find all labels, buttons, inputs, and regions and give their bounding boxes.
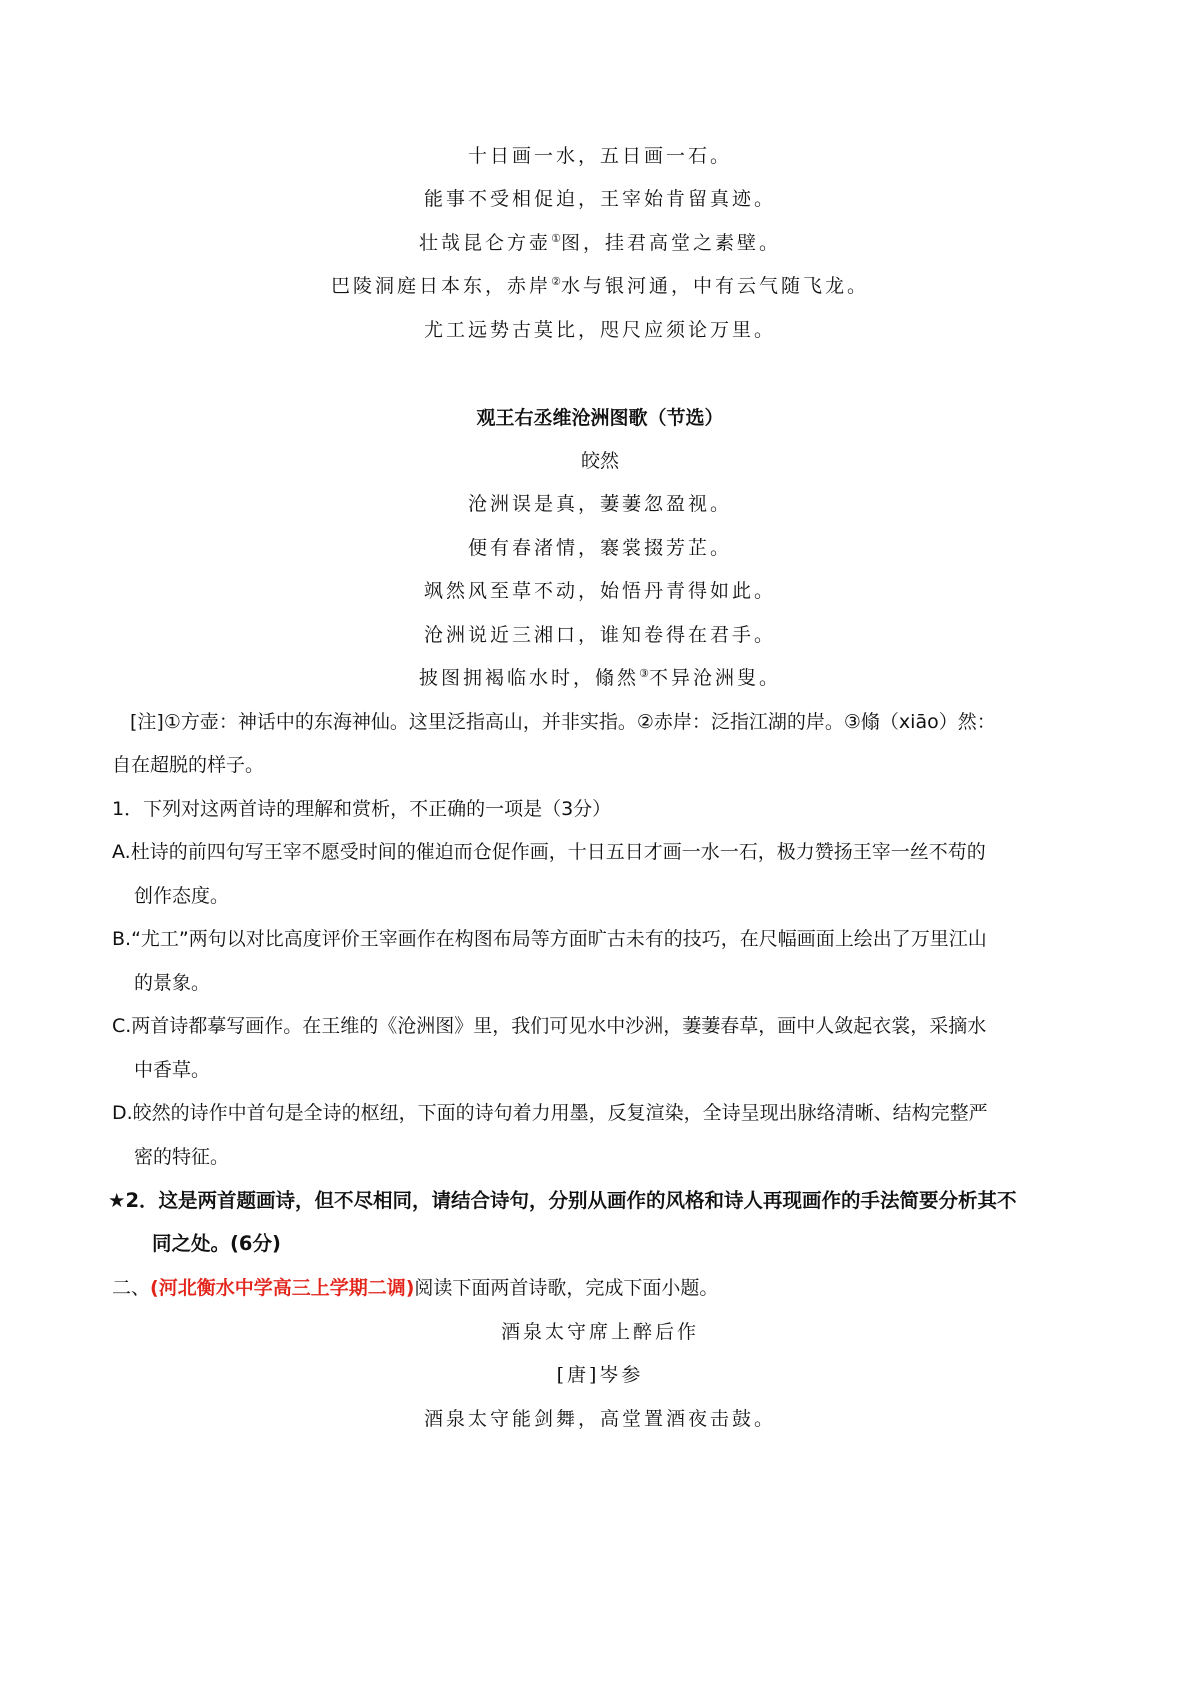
- poem1-line-4: 巴陵洞庭日本东，赤岸②水与银河通，中有云气随飞龙。: [331, 275, 869, 297]
- poem2-line-2: 便有春渚情，褰裳掇芳芷。: [467, 537, 732, 559]
- option-b-line-2: 的景象。: [134, 972, 211, 994]
- footnote-mark-3: ③: [639, 667, 649, 680]
- option-c-line-1: C.两首诗都摹写画作。在王维的《沧洲图》里，我们可见水中沙洲，萋萋春草，画中人敛起衣裳，采摘水: [112, 1015, 987, 1037]
- poem1-line-5: 尤工远势古莫比，咫尺应须论万里。: [423, 319, 776, 341]
- section2-heading: 二、(河北衡水中学高三上学期二调)阅读下面两首诗歌，完成下面小题。: [112, 1277, 719, 1299]
- question2-line-1: ★2．这是两首题画诗，但不尽相同，请结合诗句，分别从画作的风格和诗人再现画作的手法简要分析其不: [108, 1189, 1017, 1212]
- question2-line-2: 同之处。(6分): [152, 1232, 281, 1255]
- option-a-line-1: A.杜诗的前四句写王宰不愿受时间的催迫而仓促作画，十日五日才画一水一石，极力赞扬王宰一丝不苟的: [112, 841, 986, 863]
- poem2-author: 皎然: [580, 450, 619, 472]
- poem1-line-3: 壮哉昆仑方壶①图，挂君高堂之素壁。: [419, 232, 781, 254]
- section2-source: (河北衡水中学高三上学期二调): [150, 1277, 415, 1299]
- question1-stem: 1．下列对这两首诗的理解和赏析，不正确的一项是（3分）: [112, 798, 612, 820]
- poem2-title: 观王右丞维沧洲图歌（节选）: [476, 407, 724, 429]
- option-a-line-2: 创作态度。: [134, 885, 230, 907]
- option-d-line-1: D.皎然的诗作中首句是全诗的枢纽，下面的诗句着力用墨，反复渲染，全诗呈现出脉络清晰、结构完整严: [112, 1102, 988, 1124]
- poem3-author: [唐]岑参: [556, 1364, 644, 1386]
- option-d-line-2: 密的特征。: [134, 1146, 230, 1168]
- poem2-line-3: 飒然风至草不动，始悟丹青得如此。: [423, 580, 776, 602]
- poem3-line-1: 酒泉太守能剑舞，高堂置酒夜击鼓。: [423, 1408, 776, 1430]
- note-line-2: 自在超脱的样子。: [112, 754, 265, 776]
- poem3-title: 酒泉太守席上醉后作: [500, 1321, 699, 1343]
- poem2-line-4: 沧洲说近三湘口，谁知卷得在君手。: [423, 624, 776, 646]
- poem1-line-1: 十日画一水，五日画一石。: [467, 145, 732, 167]
- footnote-mark-1: ①: [551, 232, 561, 245]
- poem1-line-2: 能事不受相促迫，王宰始肯留真迹。: [423, 188, 776, 210]
- option-c-line-2: 中香草。: [134, 1059, 211, 1081]
- poem2-line-5: 披图拥褐临水时，翛然③不异沧洲叟。: [419, 667, 781, 689]
- note-line-1: [注]①方壶：神话中的东海神仙。这里泛指高山，并非实指。②赤岸：泛指江湖的岸。③翛（xiāo）然：: [130, 711, 996, 733]
- option-b-line-1: B.“尤工”两句以对比高度评价王宰画作在构图布局等方面旷古未有的技巧，在尺幅画面上绘出了万里江山: [112, 928, 987, 950]
- poem2-line-1: 沧洲误是真，萋萋忽盈视。: [467, 493, 732, 515]
- footnote-mark-2: ②: [551, 275, 561, 288]
